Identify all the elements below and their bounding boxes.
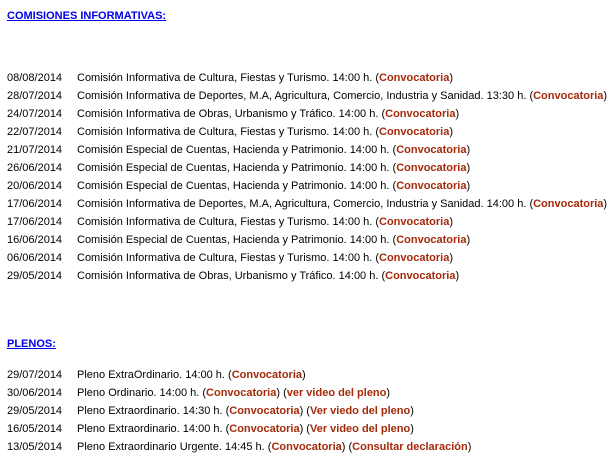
item-date: 17/06/2014 <box>7 216 63 228</box>
item-description: Comisión Informativa de Cultura, Fiestas y Turismo. 14:00 h. (Convocatoria) <box>77 252 453 264</box>
item-description: Comisión Informativa de Deportes, M.A, Agricultura, Comercio, Industria y Sanidad. 13:30 h. (Convocatoria) <box>77 90 608 102</box>
list-item <box>0 420 612 438</box>
convocatoria-link[interactable]: Convocatoria <box>385 270 456 282</box>
list-item <box>0 87 612 105</box>
item-text: Comisión Especial de Cuentas, Hacienda y Patrimonio. 14:00 h. <box>77 162 393 174</box>
convocatoria-link[interactable]: Convocatoria <box>533 90 604 102</box>
convocatoria-link[interactable]: Convocatoria <box>396 180 467 192</box>
item-description: Comisión Informativa de Obras, Urbanismo y Tráfico. 14:00 h. (Convocatoria) <box>77 270 460 282</box>
ver-viedo-del-pleno-link[interactable]: Ver viedo del pleno <box>309 405 411 417</box>
list-item <box>0 141 612 159</box>
list-item <box>0 177 612 195</box>
comisiones-list <box>0 69 612 285</box>
item-text: Comisión Especial de Cuentas, Hacienda y Patrimonio. 14:00 h. <box>77 180 393 192</box>
list-item <box>0 384 612 402</box>
item-text: Comisión Informativa de Deportes, M.A, Agricultura, Comercio, Industria y Sanidad. 14:00 h. <box>77 198 530 210</box>
item-date: 17/06/2014 <box>7 198 63 210</box>
item-description: Comisión Especial de Cuentas, Hacienda y Patrimonio. 14:00 h. (Convocatoria) <box>77 144 471 156</box>
convocatoria-link[interactable]: Convocatoria <box>271 441 342 453</box>
item-date: 20/06/2014 <box>7 180 63 192</box>
comisiones-heading-link[interactable]: COMISIONES INFORMATIVAS: <box>7 10 167 22</box>
item-text: Pleno Ordinario. 14:00 h. <box>77 387 203 399</box>
item-date: 29/07/2014 <box>7 369 63 381</box>
item-text: Comisión Informativa de Cultura, Fiestas y Turismo. 14:00 h. <box>77 126 376 138</box>
convocatoria-link[interactable]: Convocatoria <box>533 198 604 210</box>
list-item <box>0 438 612 456</box>
item-description: Comisión Informativa de Deportes, M.A, Agricultura, Comercio, Industria y Sanidad. 14:00 h. (Convocatoria) <box>77 198 608 210</box>
item-text: Pleno Extraordinario. 14:30 h. <box>77 405 226 417</box>
item-date: 21/07/2014 <box>7 144 63 156</box>
convocatoria-link[interactable]: Convocatoria <box>379 126 450 138</box>
item-text: Comisión Informativa de Cultura, Fiestas y Turismo. 14:00 h. <box>77 72 376 84</box>
item-date: 22/07/2014 <box>7 126 63 138</box>
plenos-list <box>0 366 612 456</box>
consultar-declaraci-n-link[interactable]: Consultar declaración <box>352 441 468 453</box>
item-text: Comisión Especial de Cuentas, Hacienda y Patrimonio. 14:00 h. <box>77 144 393 156</box>
item-description: Comisión Informativa de Obras, Urbanismo y Tráfico. 14:00 h. (Convocatoria) <box>77 108 460 120</box>
convocatoria-link[interactable]: Convocatoria <box>396 144 467 156</box>
item-date: 16/05/2014 <box>7 423 63 435</box>
item-description: Comisión Informativa de Cultura, Fiestas y Turismo. 14:00 h. (Convocatoria) <box>77 72 453 84</box>
item-text: Pleno Extraordinario. 14:00 h. <box>77 423 226 435</box>
item-text: Pleno ExtraOrdinario. 14:00 h. <box>77 369 229 381</box>
item-date: 29/05/2014 <box>7 270 63 282</box>
list-item <box>0 402 612 420</box>
item-date: 29/05/2014 <box>7 405 63 417</box>
item-description: Pleno Extraordinario. 14:00 h. (Convocatoria) (Ver video del pleno) <box>77 423 414 435</box>
convocatoria-link[interactable]: Convocatoria <box>385 108 456 120</box>
list-item <box>0 159 612 177</box>
item-date: 30/06/2014 <box>7 387 63 399</box>
convocatoria-link[interactable]: Convocatoria <box>379 252 450 264</box>
item-description: Comisión Especial de Cuentas, Hacienda y Patrimonio. 14:00 h. (Convocatoria) <box>77 162 471 174</box>
list-item <box>0 105 612 123</box>
item-text: Comisión Informativa de Cultura, Fiestas y Turismo. 14:00 h. <box>77 216 376 228</box>
list-item <box>0 249 612 267</box>
item-description: Pleno Ordinario. 14:00 h. (Convocatoria) (ver video del pleno) <box>77 387 391 399</box>
item-date: 06/06/2014 <box>7 252 63 264</box>
item-text: Comisión Informativa de Cultura, Fiestas y Turismo. 14:00 h. <box>77 252 376 264</box>
convocatoria-link[interactable]: Convocatoria <box>231 369 302 381</box>
item-text: Comisión Informativa de Obras, Urbanismo y Tráfico. 14:00 h. <box>77 108 382 120</box>
list-item <box>0 195 612 213</box>
item-description: Comisión Informativa de Cultura, Fiestas y Turismo. 14:00 h. (Convocatoria) <box>77 216 453 228</box>
list-item <box>0 231 612 249</box>
item-date: 28/07/2014 <box>7 90 63 102</box>
item-text: Comisión Especial de Cuentas, Hacienda y Patrimonio. 14:00 h. <box>77 234 393 246</box>
item-description: Pleno Extraordinario Urgente. 14:45 h. (Convocatoria) (Consultar declaración) <box>77 441 472 453</box>
convocatoria-link[interactable]: Convocatoria <box>229 405 300 417</box>
item-date: 24/07/2014 <box>7 108 63 120</box>
convocatoria-link[interactable]: Convocatoria <box>229 423 300 435</box>
convocatoria-link[interactable]: Convocatoria <box>396 162 467 174</box>
item-text: Pleno Extraordinario Urgente. 14:45 h. <box>77 441 268 453</box>
item-date: 26/06/2014 <box>7 162 63 174</box>
ver-video-del-pleno-link[interactable]: Ver video del pleno <box>309 423 411 435</box>
item-text: Comisión Informativa de Obras, Urbanismo y Tráfico. 14:00 h. <box>77 270 382 282</box>
item-description: Pleno Extraordinario. 14:30 h. (Convocatoria) (Ver viedo del pleno) <box>77 405 414 417</box>
plenos-heading-link[interactable]: PLENOS: <box>7 338 56 350</box>
item-description: Comisión Informativa de Cultura, Fiestas y Turismo. 14:00 h. (Convocatoria) <box>77 126 453 138</box>
convocatoria-link[interactable]: Convocatoria <box>396 234 467 246</box>
list-item <box>0 69 612 87</box>
item-date: 08/08/2014 <box>7 72 63 84</box>
item-description: Pleno ExtraOrdinario. 14:00 h. (Convocatoria) <box>77 369 306 381</box>
convocatoria-link[interactable]: Convocatoria <box>206 387 277 399</box>
list-item <box>0 366 612 384</box>
item-text: Comisión Informativa de Deportes, M.A, Agricultura, Comercio, Industria y Sanidad. 13:30 h. <box>77 90 530 102</box>
list-item <box>0 123 612 141</box>
item-description: Comisión Especial de Cuentas, Hacienda y Patrimonio. 14:00 h. (Convocatoria) <box>77 234 471 246</box>
convocatoria-link[interactable]: Convocatoria <box>379 72 450 84</box>
item-date: 13/05/2014 <box>7 441 63 453</box>
list-item <box>0 267 612 285</box>
ver-video-del-pleno-link[interactable]: ver video del pleno <box>286 387 387 399</box>
item-description: Comisión Especial de Cuentas, Hacienda y Patrimonio. 14:00 h. (Convocatoria) <box>77 180 471 192</box>
list-item <box>0 213 612 231</box>
convocatoria-link[interactable]: Convocatoria <box>379 216 450 228</box>
item-date: 16/06/2014 <box>7 234 63 246</box>
